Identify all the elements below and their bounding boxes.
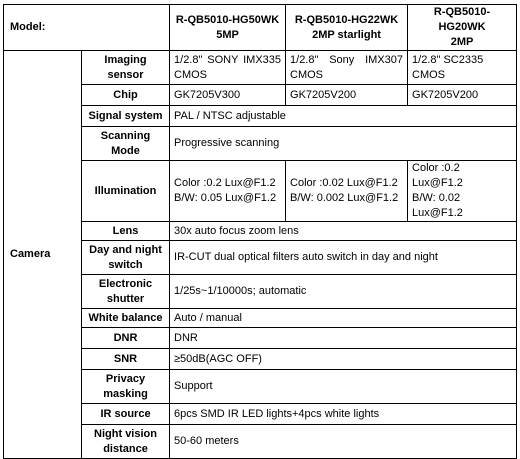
value-line: Color :0.02 Lux@F1.2: [290, 177, 398, 189]
label-line: shutter: [106, 292, 145, 305]
label-line: masking: [103, 387, 148, 400]
value-line: CMOS: [290, 68, 324, 81]
label-line: Privacy: [105, 372, 146, 385]
value-dnr: DNR: [170, 328, 517, 349]
value-line: CMOS: [174, 68, 208, 81]
category-camera: Camera: [4, 51, 82, 459]
label-ir-source: IR source: [82, 404, 170, 425]
label-line: Scanning: [100, 129, 151, 142]
model-3-name: R-QB5010-HG20WK: [433, 6, 491, 33]
value-scanning-mode: Progressive scanning: [170, 127, 517, 161]
value-chip-m3: GK7205V200: [408, 85, 517, 106]
value-chip-m2: GK7205V200: [286, 85, 408, 106]
value-ir-source: 6pcs SMD IR LED lights+4pcs white lights: [170, 404, 517, 425]
model-header-1: [170, 5, 286, 51]
value-imaging-sensor-m3: 1/2.8" SC2335 CMOS: [408, 51, 517, 85]
label-night-vision-distance: [82, 425, 170, 459]
value-line: 1/2.8" Sony IMX307: [290, 53, 404, 66]
value-chip-m1: GK7205V300: [170, 85, 286, 106]
model-1-name: R-QB5010-HG50WK: [175, 13, 280, 26]
value-line: Color :0.2 Lux@F1.2: [412, 162, 463, 189]
label-dnr: DNR: [82, 328, 170, 349]
value-line: B/W: 0.002 Lux@F1.2: [290, 192, 399, 204]
label-snr: SNR: [82, 349, 170, 370]
value-night-vision-distance: 50-60 meters: [170, 425, 517, 459]
model-header-3: [408, 5, 517, 51]
label-imaging-sensor: [82, 51, 170, 85]
model-1-resolution: 5MP: [216, 28, 239, 41]
model-label: Model:: [4, 5, 170, 51]
value-imaging-sensor-m1: [170, 51, 286, 85]
label-line: switch: [108, 258, 143, 271]
model-2-resolution: 2MP starlight: [312, 28, 381, 41]
label-line: distance: [103, 442, 148, 455]
row-imaging-sensor: [4, 51, 517, 85]
value-illumination-m1: [170, 161, 286, 222]
value-illumination-m3: [408, 161, 517, 222]
value-illumination-m2: [286, 161, 408, 222]
label-line: Imaging: [104, 53, 147, 66]
value-line: B/W: 0.02 Lux@F1.2: [412, 192, 463, 219]
label-chip: Chip: [82, 85, 170, 106]
label-illumination: Illumination: [82, 161, 170, 222]
value-lens: 30x auto focus zoom lens: [170, 222, 517, 241]
header-row: [4, 5, 517, 51]
label-lens: Lens: [82, 222, 170, 241]
label-scanning-mode: [82, 127, 170, 161]
value-electronic-shutter: 1/25s~1/10000s; automatic: [170, 275, 517, 309]
label-line: Day and night: [89, 243, 162, 256]
value-imaging-sensor-m2: [286, 51, 408, 85]
model-2-name: R-QB5010-HG22WK: [294, 13, 399, 26]
value-privacy-masking: Support: [170, 370, 517, 404]
value-line: B/W: 0.05 Lux@F1.2: [174, 192, 277, 204]
label-day-night-switch: [82, 241, 170, 275]
specification-table: [3, 4, 517, 459]
label-line: Mode: [111, 144, 140, 157]
label-privacy-masking: [82, 370, 170, 404]
label-line: Night vision: [94, 427, 157, 440]
value-day-night-switch: IR-CUT dual optical filters auto switch in day and night: [170, 241, 517, 275]
label-signal-system: Signal system: [82, 106, 170, 127]
model-3-resolution: 2MP: [450, 36, 474, 48]
label-line: sensor: [107, 68, 144, 81]
label-electronic-shutter: [82, 275, 170, 309]
value-line: Color :0.2 Lux@F1.2: [174, 177, 276, 189]
model-header-2: [286, 5, 408, 51]
label-line: Electronic: [98, 277, 153, 290]
label-white-balance: White balance: [82, 309, 170, 328]
value-signal-system: PAL / NTSC adjustable: [170, 106, 517, 127]
value-line: 1/2.8" SONY IMX335: [174, 53, 282, 66]
value-white-balance: Auto / manual: [170, 309, 517, 328]
value-snr: ≥50dB(AGC OFF): [170, 349, 517, 370]
